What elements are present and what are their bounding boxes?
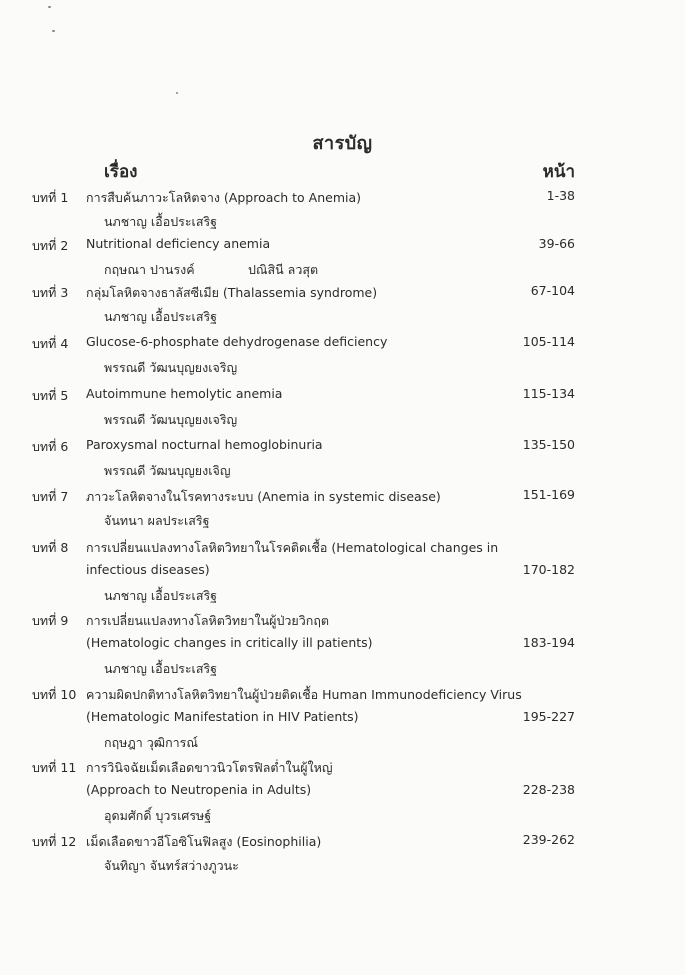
- toc-entry: [0, 188, 685, 236]
- chapter-label: บทที่ 3: [32, 285, 69, 300]
- toc-entry: [0, 685, 685, 757]
- chapter-title-line: Autoimmune hemolytic anemia: [86, 386, 283, 401]
- page-header: หน้า: [542, 162, 575, 182]
- author-name: นภชาญ เอื้อประเสริฐ: [104, 214, 218, 229]
- toc-entry: [0, 487, 685, 535]
- page-range: 135-150: [522, 437, 575, 452]
- toc-entry: [0, 386, 685, 434]
- chapter-label: บทที่ 7: [32, 489, 69, 504]
- page-range: 1-38: [546, 188, 575, 203]
- author-name: นภชาญ เอื้อประเสริฐ: [104, 588, 218, 603]
- chapter-label: บทที่ 9: [32, 613, 69, 628]
- page-range: 170-182: [522, 562, 575, 577]
- author-name: พรรณดี วัฒนบุญยงเจริญ: [104, 412, 238, 427]
- chapter-title-line: (Hematologic Manifestation in HIV Patients): [86, 709, 359, 724]
- author-name: กฤษฎา วุฒิการณ์: [104, 735, 198, 750]
- chapter-title-line: การเปลี่ยนแปลงทางโลหิตวิทยาในผู้ป่วยวิกฤต: [86, 613, 330, 628]
- toc-entry: [0, 236, 685, 284]
- author-name: พรรณดี วัฒนบุญยงเจิญ: [104, 463, 231, 478]
- author-name: กฤษณา ปานรงค์: [104, 262, 195, 277]
- chapter-title-line: กลุ่มโลหิตจางธาลัสซีเมีย (Thalassemia syndrome): [86, 285, 378, 300]
- author-name: ปณิสินี ลวสุต: [248, 262, 319, 277]
- chapter-title-line: (Approach to Neutropenia in Adults): [86, 782, 312, 797]
- chapter-label: บทที่ 8: [32, 540, 69, 555]
- toc-entry: [0, 334, 685, 382]
- page-range: 115-134: [522, 386, 575, 401]
- author-name: นภชาญ เอื้อประเสริฐ: [104, 661, 218, 676]
- page-range: 228-238: [522, 782, 575, 797]
- chapter-title-line: (Hematologic changes in critically ill patients): [86, 635, 373, 650]
- chapter-title-line: Paroxysmal nocturnal hemoglobinuria: [86, 437, 323, 452]
- page-range: 151-169: [522, 487, 575, 502]
- page-range: 39-66: [538, 236, 575, 251]
- chapter-label: บทที่ 6: [32, 439, 69, 454]
- scan-speck: [48, 6, 51, 8]
- chapter-title-line: ภาวะโลหิตจางในโรคทางระบบ (Anemia in systemic disease): [86, 489, 441, 504]
- chapter-label: บทที่ 4: [32, 336, 69, 351]
- topic-header: เรื่อง: [104, 162, 138, 182]
- chapter-title-line: การวินิจฉัยเม็ดเลือดขาวนิวโตรฟิลต่ำในผู้ใหญ่: [86, 760, 333, 775]
- page-range: 239-262: [522, 832, 575, 847]
- page-range: 183-194: [522, 635, 575, 650]
- scan-speck: [176, 92, 178, 94]
- toc-entry: [0, 283, 685, 331]
- chapter-title-line: การสืบค้นภาวะโลหิตจาง (Approach to Anemia): [86, 190, 362, 205]
- author-name: พรรณดี วัฒนบุญยงเจริญ: [104, 360, 238, 375]
- chapter-label: บทที่ 12: [32, 834, 77, 849]
- scan-speck: [52, 30, 55, 32]
- toc-entry: [0, 758, 685, 830]
- author-name: จันทิญา จันทร์สว่างภูวนะ: [104, 858, 239, 873]
- chapter-title-line: ความผิดปกติทางโลหิตวิทยาในผู้ป่วยติดเชื้อ Human Immunodeficiency Virus: [86, 687, 522, 702]
- chapter-label: บทที่ 1: [32, 190, 69, 205]
- page-title: สารบัญ: [312, 133, 373, 154]
- chapter-title-line: Glucose-6-phosphate dehydrogenase deficiency: [86, 334, 388, 349]
- chapter-label: บทที่ 5: [32, 388, 69, 403]
- toc-entry: [0, 832, 685, 880]
- toc-entry: [0, 437, 685, 485]
- chapter-title-line: Nutritional deficiency anemia: [86, 236, 271, 251]
- chapter-label: บทที่ 10: [32, 687, 77, 702]
- author-name: อุดมศักดิ์ บุวรเศรษฐ์: [104, 808, 212, 823]
- page-range: 67-104: [530, 283, 575, 298]
- toc-entry: [0, 538, 685, 610]
- author-name: นภชาญ เอื้อประเสริฐ: [104, 309, 218, 324]
- chapter-title-line: การเปลี่ยนแปลงทางโลหิตวิทยาในโรคติดเชื้อ (Hematological changes in: [86, 540, 499, 555]
- page-range: 195-227: [522, 709, 575, 724]
- chapter-title-line: เม็ดเลือดขาวอีโอซิโนฟิลสูง (Eosinophilia): [86, 834, 322, 849]
- chapter-label: บทที่ 2: [32, 238, 69, 253]
- author-name: จันทนา ผลประเสริฐ: [104, 513, 210, 528]
- chapter-title-line: infectious diseases): [86, 562, 210, 577]
- chapter-label: บทที่ 11: [32, 760, 77, 775]
- page-range: 105-114: [522, 334, 575, 349]
- toc-entry: [0, 611, 685, 683]
